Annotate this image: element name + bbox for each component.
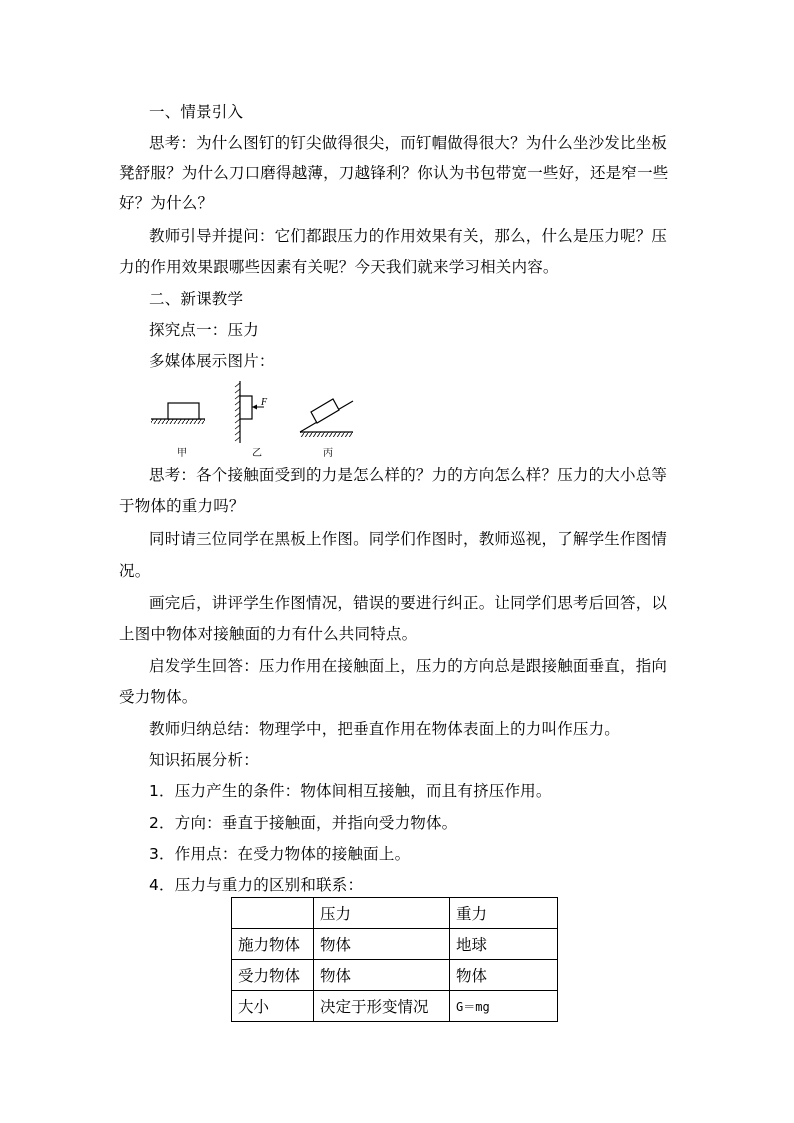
table-cell: 施力物体 xyxy=(232,929,314,960)
table-cell: 大小 xyxy=(232,991,314,1022)
figure-bing xyxy=(300,399,353,437)
extend-heading: 知识拓展分析： xyxy=(149,751,259,769)
review-line-1: 画完后，讲评学生作图情况，错误的要进行纠正。让同学们思考后回答，以 xyxy=(149,594,668,612)
pressure-figure xyxy=(148,379,363,459)
table-cell: 重力 xyxy=(450,898,558,929)
table-row xyxy=(232,960,558,991)
think-paragraph-line-3: 好？为什么？ xyxy=(119,194,214,212)
section-heading-2: 二、新课教学 xyxy=(149,290,244,308)
table-cell: 物体 xyxy=(314,960,450,991)
teacher-paragraph-line-2: 力的作用效果跟哪些因素有关呢？今天我们就来学习相关内容。 xyxy=(119,258,559,276)
think-paragraph-line-2: 凳舒服？为什么刀口磨得越薄，刀越锋利？你认为书包带宽一些好，还是窄一些 xyxy=(119,164,669,182)
table-cell: 物体 xyxy=(450,960,558,991)
list-item: 4．压力与重力的区别和联系： xyxy=(149,876,364,894)
table-cell: 物体 xyxy=(314,929,450,960)
table-cell: G＝mg xyxy=(450,991,558,1022)
figure-label-bing: 丙 xyxy=(323,448,333,459)
table-cell: 决定于形变情况 xyxy=(314,991,450,1022)
table-header-row xyxy=(232,898,558,929)
think-paragraph-line-1: 思考：为什么图钉的钉尖做得很尖，而钉帽做得很大？为什么坐沙发比坐板 xyxy=(149,134,668,152)
list-item: 3．作用点：在受力物体的接触面上。 xyxy=(149,845,411,863)
figure-jia xyxy=(151,403,205,424)
section-heading-1: 一、情景引入 xyxy=(149,103,244,121)
table-row xyxy=(232,991,558,1022)
think2-line-1: 思考：各个接触面受到的力是怎么样的？力的方向怎么样？压力的大小总等 xyxy=(149,466,668,484)
summary-line: 教师归纳总结：物理学中，把垂直作用在物体表面上的力叫作压力。 xyxy=(149,720,621,738)
list-item: 2．方向：垂直于接触面，并指向受力物体。 xyxy=(149,814,458,832)
explore-point-1: 探究点一：压力 xyxy=(149,321,259,339)
teacher-paragraph-line-1: 教师引导并提问：它们都跟压力的作用效果有关，那么，什么是压力呢？压 xyxy=(149,227,668,245)
media-caption: 多媒体展示图片： xyxy=(149,352,275,370)
list-item: 1．压力产生的条件：物体间相互接触，而且有挤压作用。 xyxy=(149,782,552,800)
table-cell: 地球 xyxy=(450,929,558,960)
figure-label-yi: 乙 xyxy=(252,448,262,459)
table-cell: 压力 xyxy=(314,898,450,929)
answer-line-2: 受力物体。 xyxy=(119,688,198,706)
table-cell: 受力物体 xyxy=(232,960,314,991)
answer-line-1: 启发学生回答：压力作用在接触面上，压力的方向总是跟接触面垂直，指向 xyxy=(149,657,668,675)
review-line-2: 上图中物体对接触面的力有什么共同特点。 xyxy=(119,625,418,643)
table-row xyxy=(232,929,558,960)
figure-yi xyxy=(235,381,268,443)
draw-line-2: 况。 xyxy=(119,562,151,580)
figure-label-jia: 甲 xyxy=(177,448,187,459)
think2-line-2: 于物体的重力吗？ xyxy=(119,497,245,515)
table-cell xyxy=(232,898,314,929)
comparison-table xyxy=(231,897,558,1022)
force-label: F xyxy=(261,397,268,408)
draw-line-1: 同时请三位同学在黑板上作图。同学们作图时，教师巡视，了解学生作图情 xyxy=(149,530,668,548)
